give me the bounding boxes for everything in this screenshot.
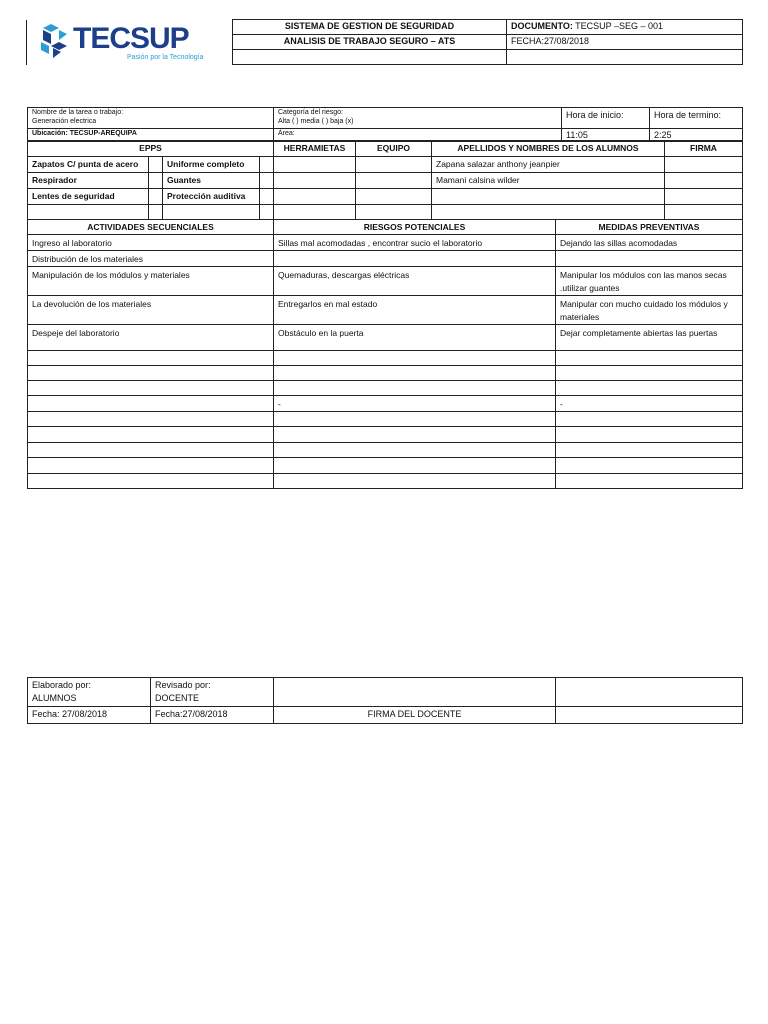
signature-cell (665, 173, 743, 189)
equipment-cell (356, 205, 432, 220)
student-name: Mamani calsina wilder (432, 173, 665, 189)
equipment-cell (356, 157, 432, 173)
activities-header: ACTIVIDADES SECUENCIALES (28, 220, 274, 235)
students-header: APELLIDOS Y NOMBRES DE LOS ALUMNOS (432, 141, 665, 157)
measure-cell: - (556, 396, 743, 412)
epp-item: Protección auditiva (163, 189, 260, 205)
measure-cell: Dejando las sillas acomodadas (556, 235, 743, 251)
epp-item: Respirador (28, 173, 149, 189)
risk-cell (274, 381, 556, 396)
epp-check (260, 205, 274, 220)
empty-footer-cell (556, 707, 743, 724)
activity-cell: Manipulación de los módulos y materiales (28, 267, 274, 296)
measure-cell: Manipular los módulos con las manos secas .utilizar guantes (556, 267, 743, 296)
risk-value: Alta ( ) media ( ) baja (x) (278, 118, 354, 125)
risk-cell (274, 443, 556, 458)
risk-label: Categoría del riesgo: (278, 109, 343, 116)
empty-header-cell (507, 50, 743, 65)
table-row (28, 474, 743, 489)
area: Área: (274, 129, 562, 142)
table-row (28, 443, 743, 458)
epp-check (260, 189, 274, 205)
signature-cell (665, 189, 743, 205)
risk-cell (274, 427, 556, 443)
measure-cell: Manipular con mucho cuidado los módulos y materiales (556, 296, 743, 325)
risk-cell (274, 366, 556, 381)
made-by-label: Elaborado por: (32, 680, 92, 690)
table-row (28, 381, 743, 396)
equipment-header: EQUIPO (356, 141, 432, 157)
risk-cell (274, 412, 556, 427)
table-row (28, 412, 743, 427)
empty-header-cell (233, 50, 507, 65)
epp-check (260, 173, 274, 189)
task-cell (28, 108, 274, 129)
task-value: Generación electrica (32, 118, 97, 125)
activity-cell (28, 366, 274, 381)
risk-cell: Entregarlos en mal estado (274, 296, 556, 325)
logo-tagline: Pasión por la Tecnología (127, 53, 204, 61)
student-name: Zapana salazar anthony jeanpier (432, 157, 665, 173)
approval-table (27, 677, 743, 724)
system-title: SISTEMA DE GESTION DE SEGURIDAD (233, 20, 507, 35)
measure-cell (556, 351, 743, 366)
signature-box (274, 678, 556, 707)
signature-cell (665, 205, 743, 220)
table-row (28, 396, 743, 412)
table-row (28, 235, 743, 251)
activity-cell (28, 427, 274, 443)
activity-cell (28, 381, 274, 396)
equipment-cell (356, 189, 432, 205)
epp-check (149, 205, 163, 220)
activity-cell: La devolución de los materiales (28, 296, 274, 325)
documento-label: DOCUMENTO: (511, 21, 573, 31)
epp-item: Lentes de seguridad (28, 189, 149, 205)
epp-item (28, 205, 149, 220)
table-row (28, 251, 743, 267)
table-row (28, 267, 743, 296)
fecha-cell: FECHA:27/08/2018 (507, 35, 743, 50)
empty-footer-cell (556, 678, 743, 707)
risk-cell (274, 474, 556, 489)
risk-cell (274, 458, 556, 474)
logo-text: TECSUP (73, 21, 189, 55)
teacher-signature-label: FIRMA DEL DOCENTE (274, 707, 556, 724)
measure-cell (556, 443, 743, 458)
tool-cell (274, 173, 356, 189)
measure-cell (556, 251, 743, 267)
table-row (28, 427, 743, 443)
student-name (432, 205, 665, 220)
measure-cell (556, 366, 743, 381)
start-label: Hora de inicio: (562, 108, 650, 129)
documento-value: TECSUP –SEG – 001 (572, 21, 664, 31)
measure-cell: Dejar completamente abiertas las puertas (556, 325, 743, 351)
activity-cell: Ingreso al laboratorio (28, 235, 274, 251)
task-info-table (27, 107, 743, 142)
risk-cell (274, 108, 562, 129)
measures-header: MEDIDAS PREVENTIVAS (556, 220, 743, 235)
table-row (28, 366, 743, 381)
measure-cell (556, 458, 743, 474)
activity-cell (28, 412, 274, 427)
risk-cell: Obstáculo en la puerta (274, 325, 556, 351)
doc-title: ANALISIS DE TRABAJO SEGURO – ATS (233, 35, 507, 50)
activity-cell (28, 443, 274, 458)
table-row (28, 296, 743, 325)
measure-cell (556, 427, 743, 443)
reviewed-label: Revisado por: (155, 680, 211, 690)
made-by-value: ALUMNOS (32, 693, 77, 703)
risk-cell (274, 251, 556, 267)
risk-cell: Quemaduras, descargas eléctricas (274, 267, 556, 296)
epp-check (149, 157, 163, 173)
reviewed-cell (151, 678, 274, 707)
epp-item: Uniforme completo (163, 157, 260, 173)
signature-cell (665, 157, 743, 173)
table-row (28, 351, 743, 366)
start-time: 11:05 (562, 129, 650, 142)
equipment-cell (356, 173, 432, 189)
activity-cell (28, 474, 274, 489)
table-row (28, 458, 743, 474)
tool-cell (274, 205, 356, 220)
epp-check (260, 157, 274, 173)
date-made: Fecha: 27/08/2018 (28, 707, 151, 724)
measure-cell (556, 381, 743, 396)
epp-check (149, 189, 163, 205)
activities-table (27, 219, 743, 489)
activity-cell (28, 396, 274, 412)
risk-cell: Sillas mal acomodadas , encontrar sucio el laboratorio (274, 235, 556, 251)
tool-cell (274, 157, 356, 173)
tools-header: HERRAMIETAS (274, 141, 356, 157)
epp-item (163, 205, 260, 220)
document-header (26, 19, 743, 65)
end-time: 2:25 (650, 129, 743, 142)
table-row (28, 325, 743, 351)
reviewed-value: DOCENTE (155, 693, 200, 703)
risks-header: RIESGOS POTENCIALES (274, 220, 556, 235)
epps-table (27, 140, 743, 220)
epps-header: EPPS (28, 141, 274, 157)
activity-cell: Despeje del laboratorio (28, 325, 274, 351)
epp-check (149, 173, 163, 189)
risk-cell (274, 351, 556, 366)
end-label: Hora de termino: (650, 108, 743, 129)
signature-header: FIRMA (665, 141, 743, 157)
measure-cell (556, 412, 743, 427)
activity-cell: Distribución de los materiales (28, 251, 274, 267)
logo-cell (27, 20, 233, 65)
made-by-cell (28, 678, 151, 707)
activity-cell (28, 351, 274, 366)
date-reviewed: Fecha:27/08/2018 (151, 707, 274, 724)
measure-cell (556, 474, 743, 489)
epp-item: Zapatos C/ punta de acero (28, 157, 149, 173)
tool-cell (274, 189, 356, 205)
student-name (432, 189, 665, 205)
task-label: Nombre de la tarea o trabajo: (32, 109, 124, 116)
epp-item: Guantes (163, 173, 260, 189)
activity-cell (28, 458, 274, 474)
documento-cell (507, 20, 743, 35)
risk-cell: - (274, 396, 556, 412)
location: Ubicación: TECSUP-AREQUIPA (28, 129, 274, 142)
